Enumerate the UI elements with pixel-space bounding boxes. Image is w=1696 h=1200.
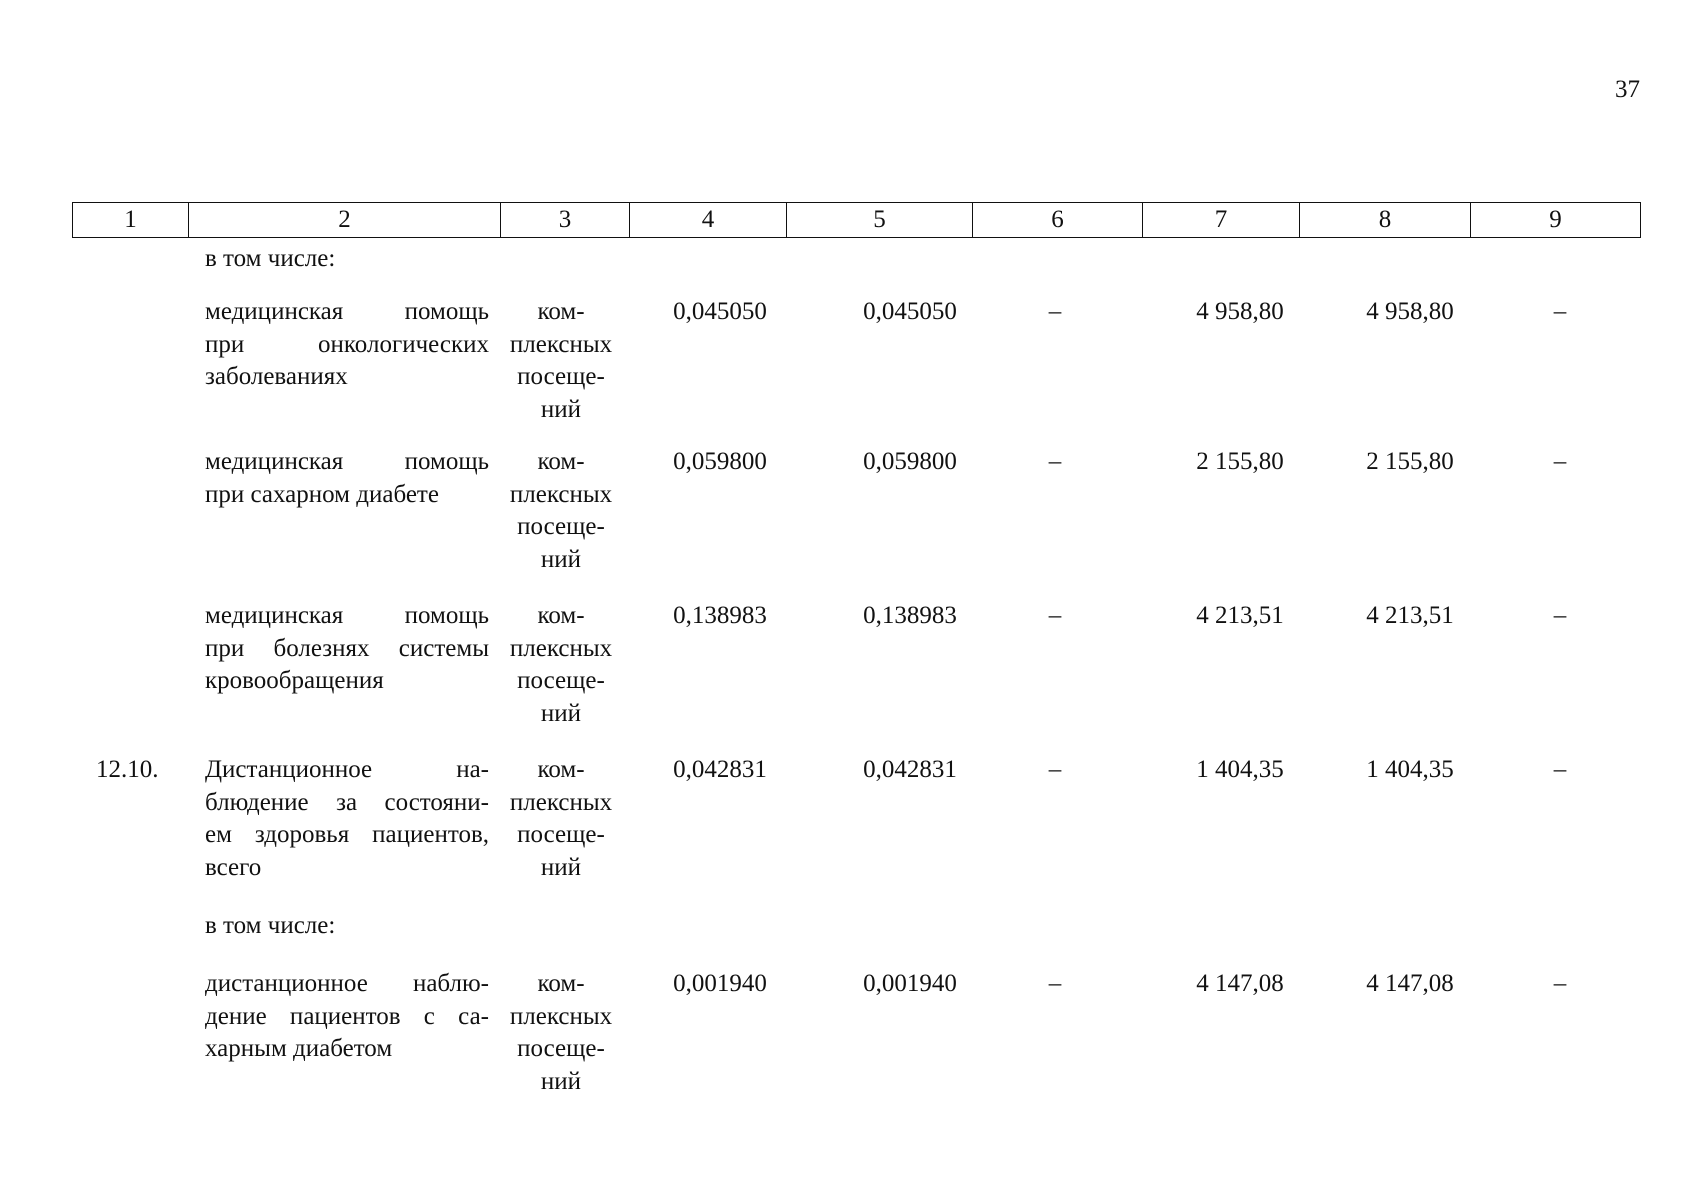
row-value-6: – (1048, 298, 1062, 325)
row-value-7: 4 958,80 (1196, 298, 1284, 325)
row-name: медицинская помощь при сахарном диабете (205, 448, 489, 508)
row-value-8: 2 155,80 (1366, 448, 1454, 475)
row-unit: ком- плексных посеще- ний (509, 756, 613, 881)
column-number-8: 8 (1300, 203, 1471, 238)
row-name: дистанционное наблю- дение пациентов с са- харным диабетом (205, 970, 489, 1062)
column-number-3: 3 (501, 203, 630, 238)
row-value-4: 0,042831 (673, 756, 767, 783)
row-value-5: 0,138983 (863, 602, 957, 629)
row-value-8: 4 958,80 (1366, 298, 1454, 325)
row-unit: ком- плексных посеще- ний (509, 448, 613, 573)
row-name: медицинская помощь при болезнях системы кровообращения (205, 602, 489, 694)
row-value-8: 4 147,08 (1366, 970, 1454, 997)
row-value-4: 0,138983 (673, 602, 767, 629)
row-value-9: – (1553, 970, 1567, 997)
row-value-4: 0,045050 (673, 298, 767, 325)
row-unit: ком- плексных посеще- ний (509, 602, 613, 727)
row-unit: ком- плексных посеще- ний (509, 970, 613, 1095)
row-value-7: 4 213,51 (1196, 602, 1284, 629)
row-value-6: – (1048, 970, 1062, 997)
row-name: Дистанционное на- блюдение за состояни- ем здоровья пациентов, всего (205, 756, 489, 881)
subheading-including: в том числе: (205, 912, 336, 939)
row-number: 12.10. (96, 756, 159, 783)
row-value-5: 0,001940 (863, 970, 957, 997)
column-number-2: 2 (189, 203, 501, 238)
row-name: медицинская помощь при онкологических заболеваниях (205, 298, 489, 390)
column-number-1: 1 (73, 203, 189, 238)
row-value-6: – (1048, 602, 1062, 629)
row-value-9: – (1553, 602, 1567, 629)
column-number-header (72, 202, 1641, 238)
row-value-9: – (1553, 298, 1567, 325)
row-value-5: 0,059800 (863, 448, 957, 475)
row-value-6: – (1048, 756, 1062, 783)
row-value-9: – (1553, 448, 1567, 475)
column-number-5: 5 (787, 203, 973, 238)
column-number-9: 9 (1471, 203, 1641, 238)
row-value-7: 2 155,80 (1196, 448, 1284, 475)
column-number-6: 6 (973, 203, 1143, 238)
row-value-4: 0,059800 (673, 448, 767, 475)
row-unit: ком- плексных посеще- ний (509, 298, 613, 423)
row-value-7: 4 147,08 (1196, 970, 1284, 997)
page-number: 37 (1615, 76, 1640, 103)
column-number-4: 4 (630, 203, 787, 238)
row-value-8: 4 213,51 (1366, 602, 1454, 629)
subheading-including: в том числе: (205, 245, 336, 272)
row-value-8: 1 404,35 (1366, 756, 1454, 783)
row-value-5: 0,042831 (863, 756, 957, 783)
row-value-9: – (1553, 756, 1567, 783)
row-value-7: 1 404,35 (1196, 756, 1284, 783)
row-value-6: – (1048, 448, 1062, 475)
column-number-7: 7 (1143, 203, 1300, 238)
row-value-5: 0,045050 (863, 298, 957, 325)
row-value-4: 0,001940 (673, 970, 767, 997)
